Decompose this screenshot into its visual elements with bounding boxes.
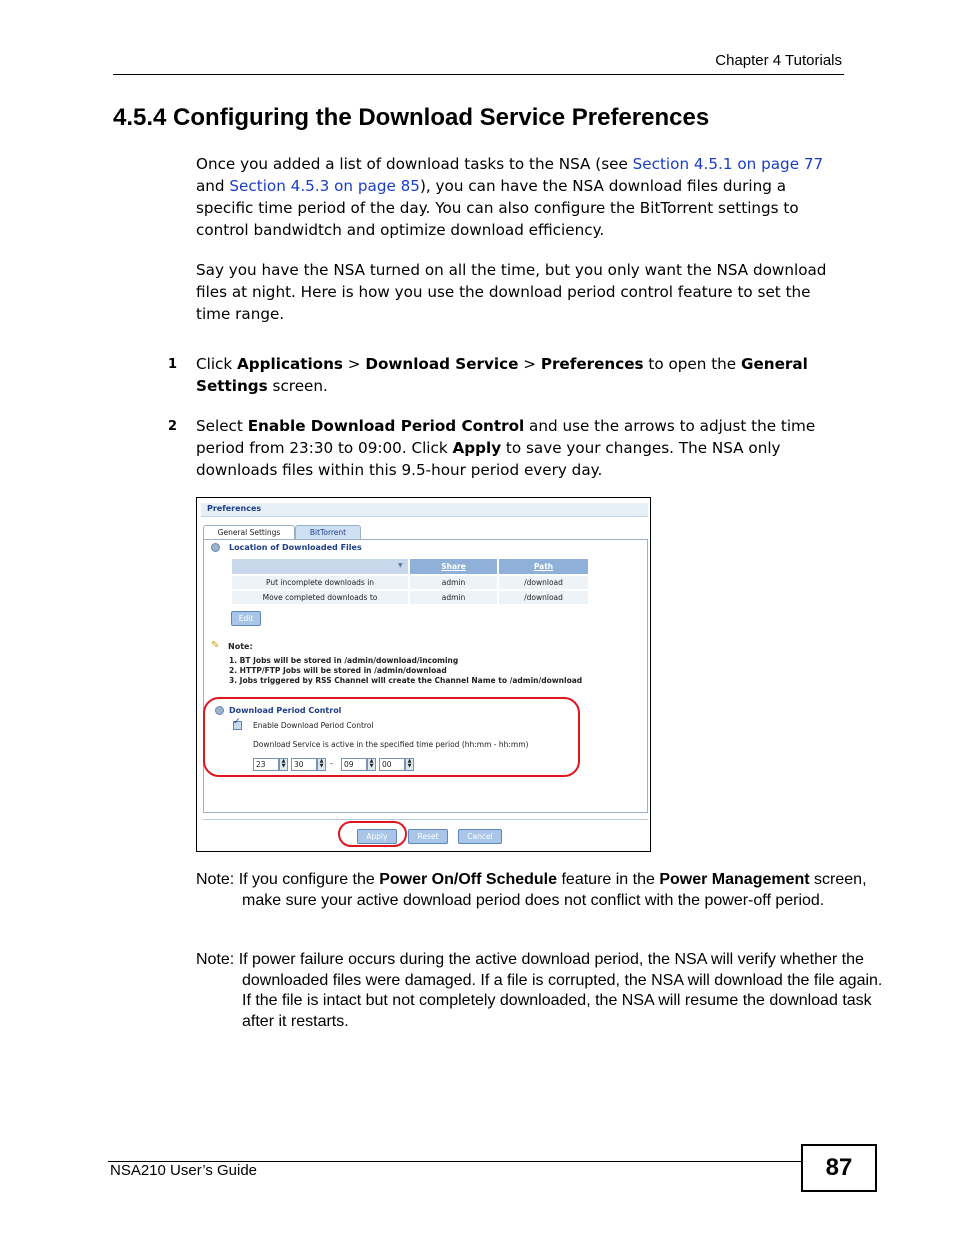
table-row-path: /download xyxy=(499,576,588,589)
note-title: Note: xyxy=(228,642,253,651)
tab-general-settings[interactable]: General Settings xyxy=(203,525,295,540)
step-number: 2 xyxy=(168,419,178,434)
note-power-schedule: Note: If you configure the Power On/Off Schedule feature in the Power Management screen, make sure your active download period does not conflict with the power-off period. xyxy=(196,871,867,909)
time-range-dash: - xyxy=(330,759,333,768)
location-section-title: Location of Downloaded Files xyxy=(229,543,362,552)
table-row-share: admin xyxy=(410,576,497,589)
highlight-ring xyxy=(338,821,407,847)
note-line: 2. HTTP/FTP Jobs will be stored in /admin/download xyxy=(229,666,447,675)
table-row-label: Move completed downloads to xyxy=(232,591,408,604)
table-row-path: /download xyxy=(499,591,588,604)
preferences-title: Preferences xyxy=(207,504,262,513)
preferences-screenshot xyxy=(196,497,651,852)
table-header-share[interactable]: Share xyxy=(410,559,497,574)
start-hour-field[interactable]: 23 xyxy=(253,758,279,771)
highlight-ring xyxy=(203,697,580,777)
collapse-circle-icon[interactable] xyxy=(211,543,220,552)
apply-button[interactable]: Apply xyxy=(357,829,397,844)
active-period-label: Download Service is active in the specified time period (hh:mm - hh:mm) xyxy=(253,740,529,749)
start-hour-stepper[interactable]: ▲ ▼ xyxy=(279,758,288,771)
table-row-label: Put incomplete downloads in xyxy=(232,576,408,589)
reset-button[interactable]: Reset xyxy=(408,829,448,844)
intro-text: and xyxy=(196,177,230,195)
button-bar-rule xyxy=(203,819,648,820)
step-number: 1 xyxy=(168,357,178,372)
preferences-title-bar xyxy=(201,503,648,517)
step-1-text: Click Applications > Download Service > Preferences to open the General Settings screen. xyxy=(196,355,808,395)
table-header-blank xyxy=(232,559,408,574)
tab-bittorrent[interactable]: BitTorrent xyxy=(295,525,361,540)
note-power-failure: Note: If power failure occurs during the active download period, the NSA will verify whether the downloaded files were damaged. If a file is corrupted, the NSA will download the file again. If the file is intact but not completely downloaded, the NSA will resume the download task after it restarts. xyxy=(196,951,883,1030)
step-2-text: Select Enable Download Period Control and use the arrows to adjust the time period from 23:30 to 09:00. Click Apply to save your changes. The NSA only downloads files within this 9.5-hour period every day. xyxy=(196,417,816,479)
footer-guide-title: NSA210 User’s Guide xyxy=(110,1162,258,1179)
start-minute-field[interactable]: 30 xyxy=(291,758,317,771)
end-hour-field[interactable]: 09 xyxy=(341,758,367,771)
table-row-share: admin xyxy=(410,591,497,604)
intro-text: Once you added a list of download tasks to the NSA (see xyxy=(196,155,633,173)
download-period-title: Download Period Control xyxy=(229,706,342,715)
header-rule xyxy=(113,74,844,75)
section-title: 4.5.4 Configuring the Download Service Preferences xyxy=(113,104,710,131)
page-number: 87 xyxy=(825,1154,853,1181)
lightbulb-icon: ✎ xyxy=(211,640,220,651)
link-section-4-5-3[interactable]: Section 4.5.3 on page 85 xyxy=(229,177,420,195)
end-minute-stepper[interactable]: ▲ ▼ xyxy=(405,758,414,771)
checkmark-icon: ✓ xyxy=(233,717,241,727)
page-number-box xyxy=(801,1144,877,1192)
intro-text: ), you can have the NSA download files during a specific time period of the day. You can also configure the BitTorrent settings to control bandwidtch and optimize download efficiency. xyxy=(196,177,799,239)
note-line: 3. Jobs triggered by RSS Channel will create the Channel Name to /admin/download xyxy=(229,676,583,685)
note-line: 1. BT Jobs will be stored in /admin/download/incoming xyxy=(229,656,459,665)
intro-paragraph-2: Say you have the NSA turned on all the time, but you only want the NSA download files at night. Here is how you use the download period control feature to set the time range. xyxy=(196,261,827,323)
end-hour-stepper[interactable]: ▲ ▼ xyxy=(367,758,376,771)
link-section-4-5-1[interactable]: Section 4.5.1 on page 77 xyxy=(632,155,824,173)
end-minute-field[interactable]: 00 xyxy=(379,758,405,771)
sort-arrow-icon: ▼ xyxy=(398,562,403,569)
intro-paragraph-1 xyxy=(196,153,846,241)
enable-period-label: Enable Download Period Control xyxy=(253,721,374,730)
cancel-button[interactable]: Cancel xyxy=(458,829,502,844)
chapter-header: Chapter 4 Tutorials xyxy=(715,52,842,69)
start-minute-stepper[interactable]: ▲ ▼ xyxy=(317,758,326,771)
table-header-path[interactable]: Path xyxy=(499,559,588,574)
edit-button[interactable]: Edit xyxy=(231,611,261,626)
